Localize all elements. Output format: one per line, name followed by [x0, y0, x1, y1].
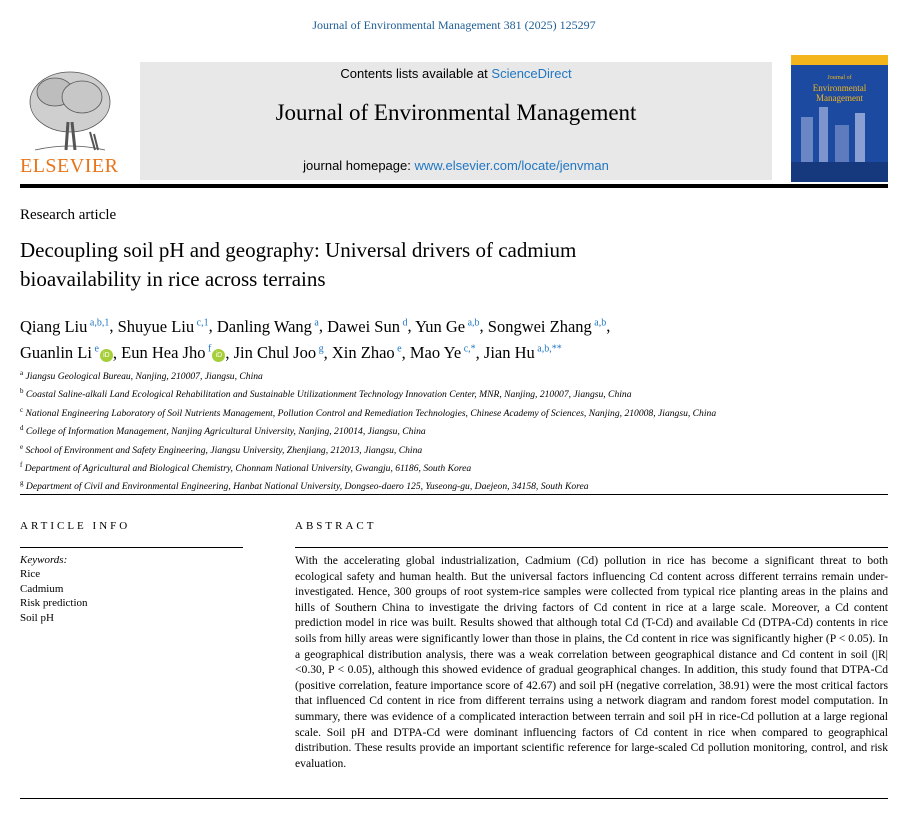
- author-name[interactable]: Xin Zhao: [331, 343, 395, 362]
- affiliation-label: e: [20, 442, 24, 451]
- keyword: Risk prediction: [20, 597, 88, 610]
- author[interactable]: [118, 317, 209, 336]
- affiliation-label: a: [20, 369, 24, 377]
- affiliation-text: School of Environment and Safety Engineering, Jiangsu University, Zhenjiang, 212013, Jiangsu, China: [23, 444, 423, 456]
- author-affiliation-marks[interactable]: a,b: [591, 317, 607, 328]
- affiliation-text: Coastal Saline-alkali Land Ecological Rehabilitation and Sustainable Utilizationment Technology Innovation Center, MNR, Nanjing, 210007, Jiangsu, China: [23, 389, 632, 401]
- journal-header-band: [140, 62, 772, 180]
- journal-title: Journal of Environmental Management: [275, 100, 637, 125]
- affiliation-label: f: [20, 460, 23, 469]
- author[interactable]: [327, 317, 407, 336]
- title-line-1: Decoupling soil pH and geography: Universal drivers of cadmium: [20, 238, 577, 262]
- affiliation-label: b: [20, 387, 24, 396]
- affiliation-text: College of Information Management, Nanjing Agricultural University, Nanjing, 210014, Jiangsu, China: [23, 426, 426, 438]
- cover-line2: Environmental: [812, 83, 867, 93]
- author-name[interactable]: Yun Ge: [415, 316, 466, 336]
- author-name[interactable]: Guanlin Li: [20, 343, 92, 362]
- article-info-heading: ARTICLE INFO: [20, 520, 131, 532]
- affiliation: [20, 384, 880, 402]
- orcid-icon[interactable]: iD: [212, 349, 225, 362]
- author-affiliation-marks[interactable]: a,b: [465, 317, 480, 328]
- affiliation-text: Jiangsu Geological Bureau, Nanjing, 210007, Jiangsu, China: [23, 371, 263, 383]
- cover-artwork: [791, 55, 888, 182]
- affiliation-label: d: [20, 424, 24, 433]
- title-line-2: bioavailability in rice across terrains: [20, 267, 326, 291]
- affiliation: [20, 421, 880, 439]
- author[interactable]: [332, 343, 402, 362]
- contents-line: [140, 66, 772, 81]
- author[interactable]: [20, 317, 109, 336]
- header-divider: [20, 184, 888, 188]
- affiliation: [20, 366, 880, 384]
- author-list: Qiang Liu $^{a,b,1}$, Shuyue Liu $^{c,1}$, Danling Wang $^a$, Dawei Sun $^d$, Yun Ge $^{a,b}$, Songwei Zhang $^{a,b}$, Guanlin Li $^e$iD , Eun Hea Jho $^f$iD , Jin Chul Joo $^g$, Xin Zhao $^e$, Mao Ye $^{c,*}$, Jian Hu $^{a,b,**}$: [20, 316, 611, 362]
- author-affiliation-marks[interactable]: a: [311, 317, 319, 328]
- author-name[interactable]: Shuyue Liu: [117, 316, 195, 336]
- affiliation-text: National Engineering Laboratory of Soil Nutrients Management, Pollution Control and Remediation Technologies, Chinese Academy of Sciences, Nanjing, 210008, Jiangsu, China: [23, 407, 717, 419]
- article-type: Research article: [20, 207, 117, 223]
- affiliation: [20, 403, 880, 421]
- keywords-label: Keywords:: [20, 554, 68, 566]
- author-name[interactable]: Mao Ye: [409, 343, 462, 362]
- author-name[interactable]: Qiang Liu: [20, 316, 88, 336]
- affiliation-text: Department of Agricultural and Biological Chemistry, Chonnam National University, Gwangju, 61186, South Korea: [22, 463, 472, 475]
- author-name[interactable]: Jian Hu: [483, 343, 535, 362]
- abstract-rule: [295, 547, 888, 548]
- abstract-text: With the accelerating global industrialization, Cadmium (Cd) pollution in rice has become a significant threat to both ecological safety and human health. But the universal factors influencing Cd content across different terrains remain under-investigated. Hence, 300 groups of root system-rice samples were collected from typical rice planting areas in the plains and hills of Southern China to investigate the driving factors of Cd content in rice at a large scale. Moreover, a Cd content prediction model in rice was built. Results showed that although total Cd (T-Cd) and available Cd (DTPA-Cd) contents in rice soils from hilly areas were significantly lower than those in plains, the Cd content in rice was significantly higher (P < 0.05). In a geographical distribution analysis, there was a weak correlation between geographical distance and Cd content in soil (|R|<0.30, P < 0.05), although this showed evidence of gradual geographical changes. In addition, this study found that DTPA-Cd (positive correlation, feature importance score of 42.67) and soil pH (negative correlation, 38.91) were the most critical factors that influenced Cd content in rice from different terrains using a network diagram and random forest model computation. In summary, there was evidence of a complicated interaction between terrain and soil pH in rice-Cd pollution at a large regional scale. Soil pH and DTPA-Cd were dominant influencing factors of Cd content in rice when compared to geographical distribution. These results provide an important scientific reference for large-scaled Cd pollution monitoring, control, and risk evaluation.: [295, 554, 888, 770]
- keyword: Rice: [20, 568, 41, 581]
- author-affiliation-marks[interactable]: a,b,**: [534, 343, 562, 355]
- author-affiliation-marks[interactable]: a,b,1: [87, 317, 110, 328]
- author-name[interactable]: Songwei Zhang: [487, 316, 592, 336]
- publisher-wordmark: ELSEVIER: [20, 155, 119, 177]
- author-name[interactable]: Eun Hea Jho: [121, 343, 206, 362]
- contents-prefix: Contents lists available at: [340, 66, 492, 81]
- affiliation: [20, 440, 880, 458]
- author-affiliation-marks[interactable]: c,*: [461, 343, 476, 355]
- journal-cover-image[interactable]: [791, 55, 888, 182]
- journal-citation[interactable]: Journal of Environmental Management 381 (2025) 125297: [312, 18, 596, 32]
- article-title: [20, 236, 720, 294]
- keyword-list: [20, 567, 88, 625]
- sciencedirect-link[interactable]: ScienceDirect: [491, 66, 572, 81]
- keywords-block: [20, 553, 88, 625]
- author[interactable]: [121, 343, 225, 362]
- author-affiliation-marks[interactable]: c,1: [194, 317, 209, 328]
- author-affiliation-marks[interactable]: e: [91, 343, 99, 355]
- homepage-line: [140, 158, 772, 173]
- cover-line3: Management: [816, 93, 863, 103]
- author-name[interactable]: Danling Wang: [216, 316, 312, 336]
- author-affiliation-marks[interactable]: d: [399, 317, 408, 328]
- author-name[interactable]: Dawei Sun: [327, 316, 400, 336]
- abstract-heading: ABSTRACT: [295, 520, 377, 532]
- affiliation-label: g: [20, 479, 24, 488]
- author[interactable]: [20, 343, 113, 362]
- orcid-icon[interactable]: iD: [100, 349, 113, 362]
- author[interactable]: [217, 317, 319, 336]
- abstract-bottom-rule: [20, 798, 888, 799]
- affiliation: [20, 476, 880, 494]
- journal-homepage-link[interactable]: www.elsevier.com/locate/jenvman: [414, 158, 609, 173]
- keyword: Cadmium: [20, 582, 64, 595]
- author[interactable]: [484, 343, 562, 362]
- author-affiliation-marks[interactable]: e: [394, 343, 402, 355]
- author[interactable]: [488, 317, 606, 336]
- author[interactable]: [234, 343, 324, 362]
- affiliation-list: [20, 366, 880, 495]
- author[interactable]: [410, 343, 476, 362]
- author-name[interactable]: Jin Chul Joo: [233, 343, 317, 362]
- affiliation-text: Department of Civil and Environmental Engineering, Hanbat National University, Dongseo-daero 125, Yuseong-gu, Daejeon, 34158, South Korea: [23, 481, 589, 493]
- author-affiliation-marks[interactable]: f: [205, 343, 212, 355]
- affiliations-divider: [20, 494, 888, 495]
- homepage-prefix: journal homepage:: [303, 158, 415, 173]
- affiliation-label: c: [20, 405, 24, 414]
- author[interactable]: [415, 317, 479, 336]
- affiliation: [20, 458, 880, 476]
- keyword: Soil pH: [20, 611, 54, 624]
- author-affiliation-marks[interactable]: g: [316, 343, 324, 355]
- article-info-rule: [20, 547, 243, 548]
- cover-line1: Journal of: [827, 75, 852, 81]
